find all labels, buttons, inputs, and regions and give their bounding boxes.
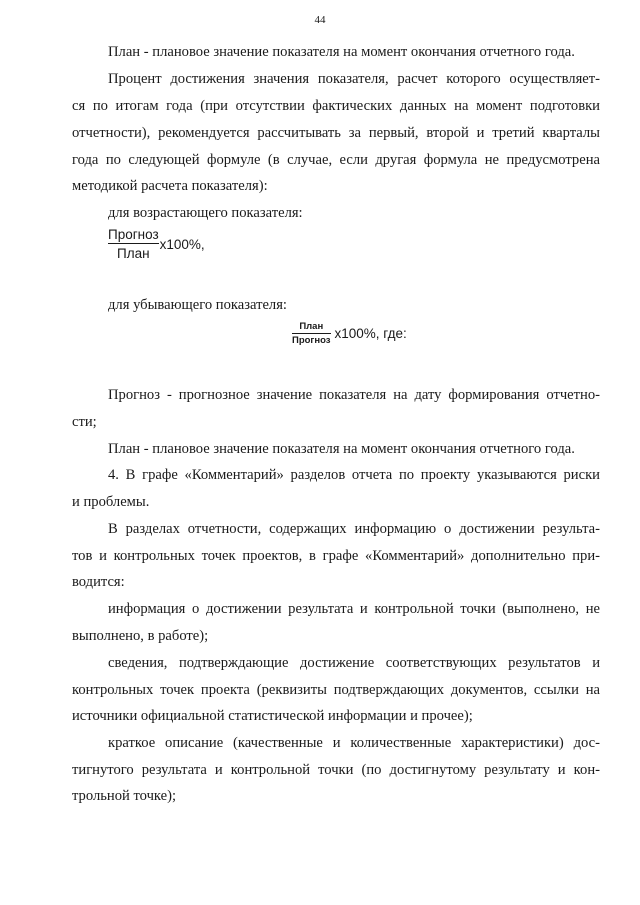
text-line: водится: (72, 574, 125, 590)
text-line: выполнено, в работе); (72, 628, 209, 644)
text-line: источники официальной статистической информации и прочее); (72, 708, 473, 724)
decreasing-indicator-label: для убывающего показателя: (108, 297, 287, 313)
formula-multiplier: x100%, где: (334, 326, 407, 341)
text-line: сти; (72, 414, 97, 430)
text-line: года по следующей формуле (в случае, если другая формула не предусмотрена (72, 152, 600, 168)
text-line: тов и контрольных точек проектов, в графе «Комментарий» дополнительно при- (72, 548, 600, 564)
text-line: контрольных точек проекта (реквизиты подтверждающих документов, ссылки на (72, 682, 600, 698)
text-line: и проблемы. (72, 494, 150, 510)
text-line: информация о достижении результата и контрольной точки (выполнено, не (108, 601, 600, 617)
fraction-bar (108, 243, 159, 244)
text-line: Прогноз - прогнозное значение показателя на дату формирования отчетно- (108, 387, 600, 403)
formula-denominator: Прогноз (292, 335, 331, 346)
text-line: отчетности), рекомендуется рассчитывать за первый, второй и третий кварталы (72, 125, 600, 141)
formula-numerator: Прогноз (108, 227, 159, 242)
formula-denominator: План (117, 246, 150, 261)
text-line: В разделах отчетности, содержащих информацию о достижении результа- (108, 521, 600, 537)
text-line: ся по итогам года (при отсутствии фактических данных на момент подготовки (72, 98, 600, 114)
increasing-indicator-label: для возрастающего показателя: (108, 205, 303, 221)
formula-numerator: План (299, 321, 324, 332)
text-line: краткое описание (качественные и количественные характеристики) дос- (108, 735, 600, 751)
text-line: методикой расчета показателя): (72, 178, 268, 194)
text-line: сведения, подтверждающие достижение соответствующих результатов и (108, 655, 600, 671)
increasing-formula (108, 227, 205, 261)
decreasing-formula (292, 321, 407, 346)
text-line: План - плановое значение показателя на момент окончания отчетного года. (108, 441, 575, 457)
text-line: тигнутого результата и контрольной точки (по достигнутому результату и кон- (72, 762, 600, 778)
formula-fraction (292, 321, 331, 346)
formula-multiplier: x100%, (159, 236, 205, 252)
fraction-bar (292, 333, 331, 334)
text-line: Процент достижения значения показателя, расчет которого осуществляет- (108, 71, 600, 87)
text-line: трольной точке); (72, 788, 177, 804)
text-line: План - плановое значение показателя на момент окончания отчетного года. (108, 44, 575, 60)
page-number: 44 (314, 14, 326, 26)
formula-fraction (108, 227, 159, 261)
text-line: 4. В графе «Комментарий» разделов отчета по проекту указываются риски (108, 467, 600, 483)
